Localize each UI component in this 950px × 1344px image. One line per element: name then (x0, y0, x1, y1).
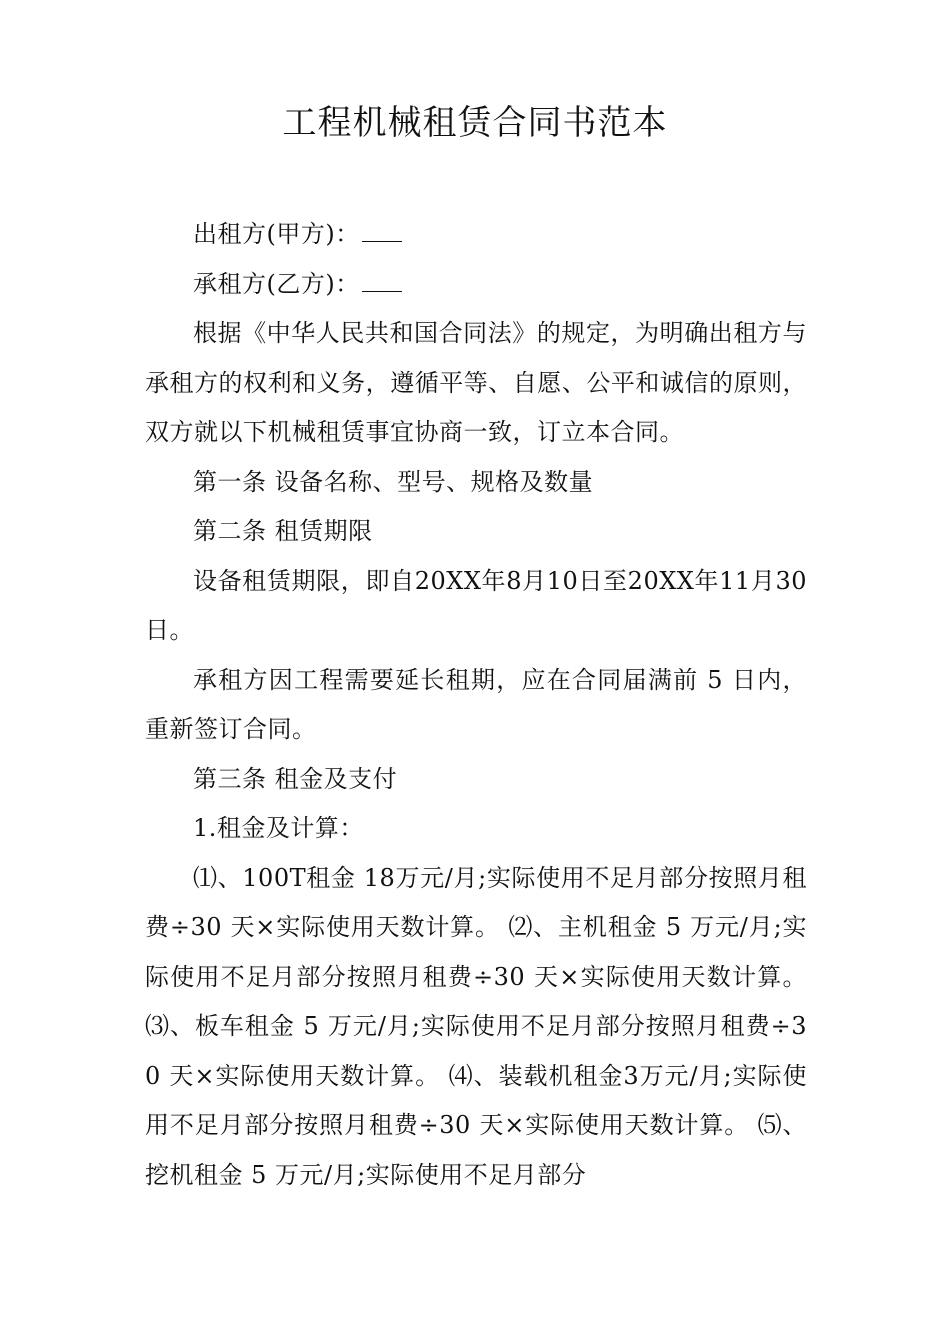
article-3-heading: 第三条 租金及支付 (193, 764, 398, 793)
document-body (145, 210, 807, 1200)
extension-paragraph: 承租方因工程需要延长租期，应在合同届满前 5 日内，重新签订合同。 (145, 665, 807, 743)
lease-term-paragraph: 设备租赁期限，即自20XX年8月10日至20XX年11月30日。 (145, 566, 807, 644)
lessor-blank (362, 221, 402, 242)
document-title: 工程机械租赁合同书范本 (282, 103, 668, 143)
lessor-line (145, 210, 807, 260)
lessee-label: 承租方(乙方)： (193, 269, 360, 298)
lessee-blank (362, 271, 402, 292)
rent-details-paragraph: ⑴、100T租金 18万元/月;实际使用不足月部分按照月租费÷30 天×实际使用天数计算。 ⑵、主机租金 5 万元/月;实际使用不足月部分按照月租费÷30 天×实际使用天数计算。 ⑶、板车租金 5 万元/月;实际使用不足月部分按照月租费÷30 天×实际使用天数计算。 ⑷、装载机租金3万元/月;实际使用不足月部分按照月租费÷30 天×实际使用天数计算。 ⑸、挖机租金 5 万元/月;实际使用不足月部分 (145, 863, 807, 1189)
article-1-heading: 第一条 设备名称、型号、规格及数量 (193, 467, 594, 496)
lessor-label: 出租方(甲方)： (193, 220, 360, 248)
rent-heading: 1.租金及计算： (193, 814, 364, 842)
lessee-line (145, 260, 807, 310)
article-2-heading: 第二条 租赁期限 (193, 517, 373, 545)
intro-paragraph: 根据《中华人民共和国合同法》的规定，为明确出租方与承租方的权利和义务，遵循平等、自愿、公平和诚信的原则，双方就以下机械租赁事宜协商一致，订立本合同。 (145, 319, 807, 446)
